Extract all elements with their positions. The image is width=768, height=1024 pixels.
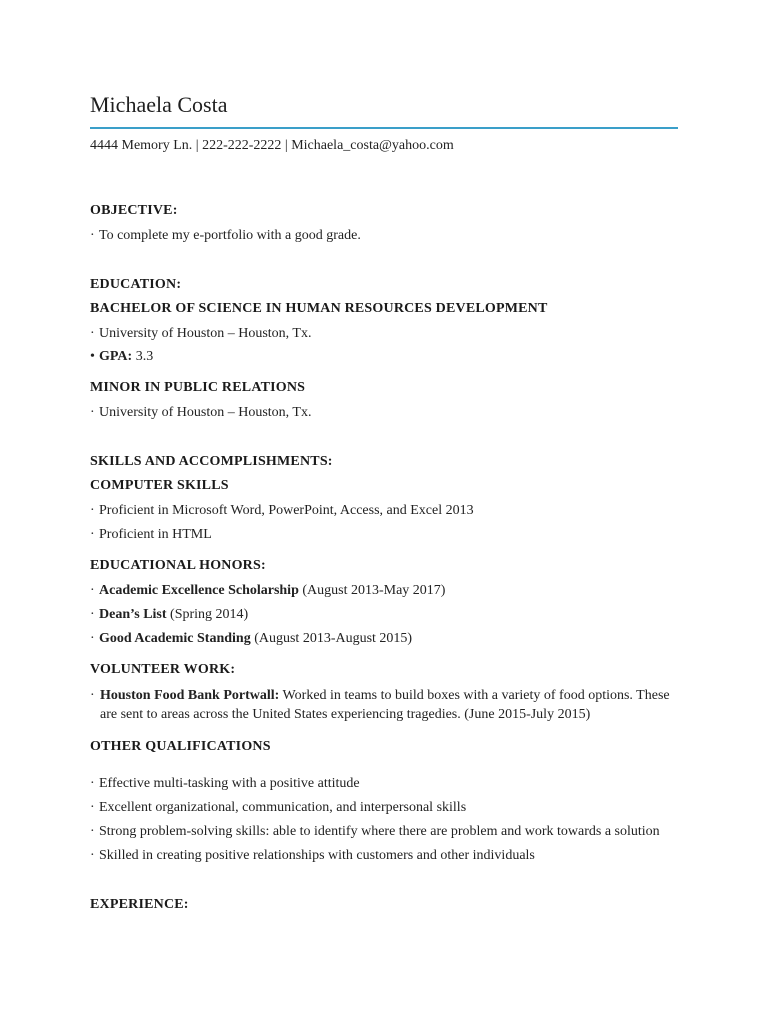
gpa-label: GPA: [99, 349, 133, 364]
minor-heading: MINOR IN PUBLIC RELATIONS [90, 380, 306, 395]
computer-skills-heading: COMPUTER SKILLS [90, 478, 229, 493]
bullet: · [90, 326, 95, 341]
list-item: · Proficient in HTML [90, 527, 212, 542]
bullet: · [90, 800, 95, 815]
list-item: · Proficient in Microsoft Word, PowerPoint, Access, and Excel 2013 [90, 503, 474, 518]
list-item: · Excellent organizational, communication, and interpersonal skills [90, 800, 467, 815]
bullet: · [90, 607, 95, 622]
minor-school: · University of Houston – Houston, Tx. [90, 405, 312, 420]
bullet: · [90, 503, 95, 518]
degree-school: · University of Houston – Houston, Tx. [90, 326, 312, 341]
bullet: · [90, 527, 95, 542]
honor-item: · Good Academic Standing (August 2013-August 2015) [90, 631, 413, 646]
list-item: · Strong problem-solving skills: able to identify where there are problem and work towards a solution [90, 824, 660, 839]
honor-item: · Dean’s List (Spring 2014) [90, 607, 249, 622]
contact-line: 4444 Memory Ln. | 222-222-2222 | Michaela_costa@yahoo.com [90, 138, 454, 153]
skills-heading: SKILLS AND ACCOMPLISHMENTS: [90, 454, 333, 469]
bullet: · [90, 631, 95, 646]
volunteer-item: · Houston Food Bank Portwall: Worked in teams to build boxes with a variety of food options. These are sent to areas across the United States experiencing tragedies. (June 2015-July 2015) [90, 688, 670, 722]
bullet: · [90, 405, 95, 420]
gpa-value: 3.3 [132, 349, 154, 364]
list-item: · Skilled in creating positive relationships with customers and other individuals [90, 848, 535, 863]
bullet: • [90, 349, 95, 364]
honors-heading: EDUCATIONAL HONORS: [90, 558, 266, 573]
objective-item: · To complete my e-portfolio with a good grade. [90, 228, 361, 243]
honor-item: · Academic Excellence Scholarship (August 2013-May 2017) [90, 583, 446, 598]
gpa-item [90, 348, 690, 365]
qualifications-heading: OTHER QUALIFICATIONS [90, 739, 271, 754]
list-item: · Effective multi-tasking with a positive attitude [90, 776, 360, 791]
bullet: · [90, 688, 95, 703]
volunteer-heading: VOLUNTEER WORK: [90, 662, 236, 677]
degree-heading: BACHELOR OF SCIENCE IN HUMAN RESOURCES DEVELOPMENT [90, 301, 548, 316]
bullet: · [90, 848, 95, 863]
bullet: · [90, 583, 95, 598]
bullet: · [90, 228, 95, 243]
resume-content [90, 202, 690, 913]
bullet: · [90, 824, 95, 839]
education-heading: EDUCATION: [90, 277, 182, 292]
resume-name: Michaela Costa [90, 92, 228, 117]
objective-heading: OBJECTIVE: [90, 203, 178, 218]
header-divider [90, 127, 678, 129]
experience-heading: EXPERIENCE: [90, 897, 189, 912]
bullet: · [90, 776, 95, 791]
